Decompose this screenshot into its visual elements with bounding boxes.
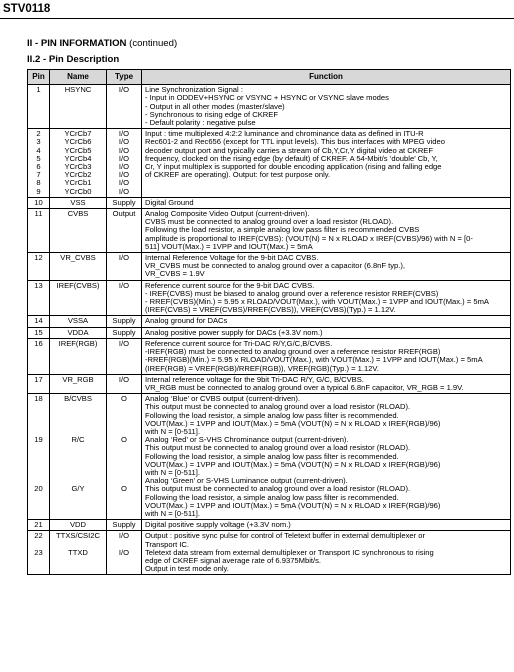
- pin-name-cell-line: B/CVBS: [64, 394, 92, 404]
- pin-type-cell: [107, 394, 142, 520]
- table-row: [28, 209, 511, 253]
- pin-number-cell-line: 21: [34, 520, 43, 530]
- pin-function-cell-line: (IREF(CVBS) = VREF(CVBS)/RREF(CVBS)), VREF(CVBS)(Typ.) = 1.12V.: [145, 306, 396, 315]
- pin-function-cell-line: - Default polarity : negative pulse: [145, 119, 256, 128]
- pin-name-cell: [50, 197, 107, 208]
- pin-type-cell-line: Supply: [112, 327, 136, 337]
- pin-function-cell-line: with N = [0-511].: [145, 427, 200, 436]
- pin-name-cell: [50, 374, 107, 393]
- section-heading: [27, 38, 177, 49]
- pin-number-cell-line: 9: [36, 186, 41, 196]
- pin-name-cell-line: TTXD: [68, 547, 88, 557]
- pin-type-cell-line: I/O: [118, 338, 130, 348]
- table-row: [28, 520, 511, 531]
- pin-function-cell-line: - Output in all other modes (master/slave): [145, 102, 285, 111]
- table-body: [28, 85, 511, 575]
- pin-function-cell-line: - RREF(CVBS)(Min.) = 5.95 x RLOAD/VOUT(Max.), with VOUT(Max.) = 1VPP and IOUT(Max.) = 5mA: [145, 298, 489, 307]
- pin-number-cell-line: 17: [34, 374, 43, 384]
- pin-function-cell: [142, 338, 511, 374]
- pin-type-cell-line: I/O: [118, 85, 130, 95]
- pin-function-cell-line: VR_RGB must be connected to analog ground over a typical 6.8nF capacitor, VR_RGB = 1.9V.: [145, 383, 464, 392]
- pin-name-cell: [50, 327, 107, 338]
- pin-function-cell: [142, 197, 511, 208]
- pin-number-cell: [28, 209, 50, 253]
- pin-function-cell-line: VR_CVBS = 1.9V: [145, 270, 205, 279]
- pin-function-cell-line: - Input in ODDEV+HSYNC or VSYNC + HSYNC or VSYNC slave modes: [145, 94, 389, 103]
- pin-number-cell-line: 14: [34, 316, 43, 326]
- pin-function-cell-line: of CKREF are operating). Output: for test purpose only.: [145, 171, 331, 180]
- pin-type-cell: [107, 85, 142, 129]
- pin-type-cell: [107, 338, 142, 374]
- pin-type-cell-line: O: [121, 484, 127, 494]
- pin-number-cell-line: 3: [36, 137, 41, 147]
- section-subheading: II.2 - Pin Description: [27, 54, 120, 65]
- pin-type-cell-line: I/O: [118, 280, 130, 290]
- table-row: [28, 253, 511, 281]
- pin-name-cell-line: R/C: [71, 435, 85, 445]
- pin-name-cell-line: HSYNC: [64, 85, 92, 95]
- pin-number-cell: [28, 129, 50, 198]
- pin-number-cell: [28, 338, 50, 374]
- table-row: [28, 338, 511, 374]
- pin-function-cell-line: Following the load resistor, a simple analog low pass filter is recommended.: [145, 452, 399, 461]
- pin-function-cell-line: Output in test mode only.: [145, 565, 229, 574]
- pin-function-cell-line: This output must be connected to analog ground over a load resistor (RLOAD).: [145, 444, 411, 453]
- pin-type-cell-line: Output: [112, 209, 136, 219]
- pin-number-cell-line: 19: [34, 435, 43, 445]
- pin-number-cell: [28, 280, 50, 316]
- pin-function-cell-line: Analog ‘Red’ or S-VHS Chrominance output (current-driven).: [145, 436, 349, 445]
- pin-function-cell-line: Analog ground for DACs: [145, 317, 228, 326]
- pin-function-cell-line: Internal Reference Voltage for the 9-bit DAC CVBS.: [145, 254, 319, 263]
- pin-function-cell-line: Analog ‘Blue’ or CVBS output (current-driven).: [145, 395, 301, 404]
- pin-type-cell-line: I/O: [118, 162, 130, 172]
- pin-number-cell: [28, 327, 50, 338]
- pin-name-cell: [50, 209, 107, 253]
- pin-name-cell: [50, 338, 107, 374]
- pin-type-cell-line: I/O: [118, 186, 130, 196]
- pin-type-cell-line: I/O: [118, 178, 130, 188]
- pin-function-cell-line: Rec601-2 and Rec656 (except for TTL input levels). This bus interfaces with MPEG video: [145, 138, 445, 147]
- pin-function-cell-line: frequency, clocked on the rising edge (by default) of CKREF. A 54-Mbit/s ‘double’ Cb, Y,: [145, 154, 438, 163]
- pin-name-cell-line: IREF(CVBS): [56, 280, 100, 290]
- pin-function-cell-line: decoder output port and typically carries a stream of Cb,Y,Cr,Y digital video at CKREF: [145, 146, 434, 155]
- pin-number-cell-line: 16: [34, 338, 43, 348]
- pin-type-cell-line: O: [121, 394, 127, 404]
- pin-function-cell-line: Transport IC.: [145, 540, 190, 549]
- pin-number-cell-line: 18: [34, 394, 43, 404]
- pin-type-cell: [107, 280, 142, 316]
- pin-name-cell-line: YCrCb7: [64, 129, 92, 139]
- pin-type-cell: [107, 253, 142, 281]
- pin-number-cell-line: 11: [34, 209, 43, 219]
- pin-function-cell-line: - Synchronous to rising edge of CKREF: [145, 110, 278, 119]
- pin-number-cell: [28, 197, 50, 208]
- pin-function-cell-line: Reference current source for Tri-DAC R/Y,G/C,B/CVBS.: [145, 339, 333, 348]
- pin-number-cell: [28, 374, 50, 393]
- pin-function-cell-line: Line Synchronization Signal :: [145, 86, 243, 95]
- pin-type-cell-line: Supply: [112, 520, 136, 530]
- pin-type-cell-line: I/O: [118, 153, 130, 163]
- table-row: [28, 327, 511, 338]
- pin-function-cell-line: Analog Composite Video Output (current-driven).: [145, 210, 310, 219]
- pin-function-cell-line: edge of CKREF signal average rate of 6.9375Mbit/s.: [145, 556, 322, 565]
- pin-name-cell: [50, 520, 107, 531]
- pin-number-cell: [28, 394, 50, 520]
- pin-type-cell-line: O: [121, 435, 127, 445]
- pin-name-cell-line: VDDA: [67, 327, 89, 337]
- pin-function-cell-line: Following the load resistor, a simple analog low pass filter is recommended.: [145, 411, 399, 420]
- pin-name-cell-line: VR_RGB: [62, 374, 94, 384]
- table-header-row: [28, 70, 511, 85]
- pin-number-cell-line: 1: [36, 85, 41, 95]
- table-row: [28, 85, 511, 129]
- pin-type-cell-line: Supply: [112, 197, 136, 207]
- pin-function-cell-line: amplitude is proportional to IREF(CVBS): (VOUT(N) = N x RLOAD x IREF(CVBS)/96) with N = [0-: [145, 234, 473, 243]
- table-row: [28, 531, 511, 575]
- pin-name-cell: [50, 316, 107, 327]
- header-divider: [0, 18, 514, 19]
- pin-number-cell: [28, 316, 50, 327]
- pin-function-cell-line: VOUT(Max.) = 1VPP and IOUT(Max.) = 5mA (VOUT(N) = N x RLOAD x IREF(RGB)/96): [145, 419, 441, 428]
- column-header-name: Name: [50, 70, 107, 85]
- pin-function-cell: [142, 327, 511, 338]
- pin-type-cell-line: I/O: [118, 547, 130, 557]
- pin-name-cell-line: YCrCb5: [64, 145, 92, 155]
- pin-number-cell-line: 23: [34, 547, 43, 557]
- pin-function-cell-line: Digital Ground: [145, 198, 194, 207]
- pin-name-cell-line: IREF(RGB): [58, 338, 98, 348]
- pin-name-cell-line: YCrCb1: [64, 178, 92, 188]
- column-header-pin: Pin: [28, 70, 50, 85]
- pin-number-cell-line: 4: [36, 145, 41, 155]
- pin-function-cell-line: -RREF(RGB)(Min.) = 5.95 x RLOAD/VOUT(Max.), with VOUT(Max.) = 1VPP and IOUT(Max.) = 5mA: [145, 356, 483, 365]
- pin-function-cell-line: Analog positive power supply for DACs (+3.3V nom.): [145, 328, 323, 337]
- pin-type-cell: [107, 520, 142, 531]
- pin-function-cell: [142, 253, 511, 281]
- pin-name-cell-line: YCrCb2: [64, 170, 92, 180]
- pin-type-cell: [107, 209, 142, 253]
- pin-name-cell-line: YCrCb4: [64, 153, 92, 163]
- pin-name-cell-line: YCrCb6: [64, 137, 92, 147]
- pin-function-cell-line: - IREF(CVBS) must be biased to analog ground over a reference resistor RREF(CVBS): [145, 289, 439, 298]
- table-row: [28, 316, 511, 327]
- pin-type-cell: [107, 316, 142, 327]
- pin-function-cell: [142, 394, 511, 520]
- pin-number-cell-line: 2: [36, 129, 41, 139]
- pin-function-cell-line: with N = [0-511].: [145, 468, 200, 477]
- pin-function-cell-line: Teletext data stream from external demultiplexer or Transport IC synchronous to rising: [145, 548, 434, 557]
- pin-number-cell-line: 15: [34, 327, 43, 337]
- pin-function-cell-line: Reference current source for the 9-bit DAC CVBS.: [145, 281, 315, 290]
- section-heading-suffix: (continued): [129, 38, 178, 49]
- pin-name-cell-line: VSS: [70, 197, 86, 207]
- pin-name-cell-line: TTXS/CSI2C: [56, 531, 100, 541]
- pin-function-cell-line: Output : positive sync pulse for control of Teletext buffer in external demultiplexer or: [145, 532, 425, 541]
- pin-function-cell: [142, 129, 511, 198]
- pin-function-cell: [142, 280, 511, 316]
- pin-function-cell-line: -IREF(RGB) must be connected to analog ground over a reference resistor RREF(RGB): [145, 348, 441, 357]
- pin-function-cell-line: Input : time multiplexed 4:2:2 luminance and chrominance data as defined in ITU-R: [145, 130, 424, 139]
- table-row: [28, 374, 511, 393]
- pin-function-cell-line: VR_CVBS must be connected to analog ground over a capacitor (6.8nF typ.),: [145, 262, 406, 271]
- pin-number-cell: [28, 520, 50, 531]
- pin-function-cell-line: CVBS must be connected to analog ground over a load resistor (RLOAD).: [145, 218, 394, 227]
- pin-function-cell-line: Analog ‘Green’ or S-VHS Luminance output (current-driven).: [145, 477, 348, 486]
- pin-number-cell: [28, 253, 50, 281]
- pin-name-cell: [50, 129, 107, 198]
- pin-function-cell-line: Digital positive supply voltage (+3.3V nom.): [145, 521, 291, 530]
- pin-name-cell-line: VDD: [69, 520, 87, 530]
- pin-name-cell-line: G/Y: [71, 484, 85, 494]
- pin-name-cell-line: YCrCb3: [64, 162, 92, 172]
- pin-function-cell-line: Cr, Y input multiplex is supported for double encoding application (rising and falling edge: [145, 163, 442, 172]
- pin-number-cell-line: 8: [36, 178, 41, 188]
- pin-function-cell: [142, 85, 511, 129]
- pin-number-cell-line: 5: [36, 153, 41, 163]
- pin-function-cell: [142, 520, 511, 531]
- pin-function-cell-line: This output must be connected to analog ground over a load resistor (RLOAD).: [145, 403, 411, 412]
- pin-number-cell-line: 6: [36, 162, 41, 172]
- pin-function-cell-line: Following the load resistor, a simple analog low pass filter is recommended.: [145, 493, 399, 502]
- pin-type-cell-line: I/O: [118, 253, 130, 263]
- pin-name-cell-line: YCrCb0: [64, 186, 92, 196]
- pin-type-cell: [107, 374, 142, 393]
- pin-name-cell: [50, 531, 107, 575]
- pin-type-cell: [107, 129, 142, 198]
- column-header-type: Type: [107, 70, 142, 85]
- table-row: [28, 129, 511, 198]
- pin-type-cell-line: I/O: [118, 531, 130, 541]
- table-row: [28, 280, 511, 316]
- pin-type-cell: [107, 327, 142, 338]
- pin-function-cell-line: VOUT(Max.) = 1VPP and IOUT(Max.) = 5mA (VOUT(N) = N x RLOAD x IREF(RGB)/96): [145, 501, 441, 510]
- column-header-function: Function: [142, 70, 511, 85]
- pin-type-cell-line: I/O: [118, 137, 130, 147]
- pin-function-cell-line: Following the load resistor, a simple analog low pass filter is recommended CVBS: [145, 226, 420, 235]
- pin-number-cell-line: 7: [36, 170, 41, 180]
- pin-type-cell-line: Supply: [112, 316, 136, 326]
- pin-number-cell: [28, 85, 50, 129]
- pin-type-cell-line: I/O: [118, 170, 130, 180]
- pin-function-cell-line: VOUT(Max.) = 1VPP and IOUT(Max.) = 5mA (VOUT(N) = N x RLOAD x IREF(RGB)/96): [145, 460, 441, 469]
- pin-type-cell: [107, 197, 142, 208]
- pin-function-cell: [142, 209, 511, 253]
- pin-function-cell-line: with N = [0-511].: [145, 509, 200, 518]
- pin-function-cell-line: 511] VOUT(Max.) = 1VPP and IOUT(Max.) = 5mA: [145, 242, 313, 251]
- table-row: [28, 394, 511, 520]
- pin-type-cell-line: I/O: [118, 129, 130, 139]
- document-header-title: STV0118: [3, 3, 51, 15]
- pin-function-cell-line: (IREF(RGB) = VREF(RGB)/RREF(RGB)), VREF(RGB)(Typ.) = 1.12V.: [145, 364, 379, 373]
- pin-number-cell-line: 13: [34, 280, 43, 290]
- pin-number-cell-line: 22: [34, 531, 43, 541]
- pin-description-table: [27, 69, 511, 575]
- pin-function-cell-line: Internal reference voltage for the 9bit Tri-DAC R/Y, G/C, B/CVBS.: [145, 375, 364, 384]
- pin-name-cell: [50, 394, 107, 520]
- pin-function-cell-line: This output must be connected to analog ground over a load resistor (RLOAD).: [145, 485, 411, 494]
- pin-number-cell-line: 10: [34, 197, 43, 207]
- pin-type-cell-line: I/O: [118, 145, 130, 155]
- pin-function-cell: [142, 374, 511, 393]
- pin-type-cell-line: I/O: [118, 374, 130, 384]
- pin-number-cell-line: 12: [34, 253, 43, 263]
- pin-type-cell: [107, 531, 142, 575]
- pin-number-cell-line: 20: [34, 484, 43, 494]
- pin-name-cell-line: VR_CVBS: [60, 253, 96, 263]
- pin-number-cell: [28, 531, 50, 575]
- pin-name-cell: [50, 85, 107, 129]
- pin-function-cell: [142, 531, 511, 575]
- table-row: [28, 197, 511, 208]
- pin-name-cell-line: VSSA: [67, 316, 89, 326]
- pin-function-cell: [142, 316, 511, 327]
- pin-name-cell-line: CVBS: [67, 209, 89, 219]
- section-heading-text: II - PIN INFORMATION: [27, 38, 127, 49]
- pin-name-cell: [50, 280, 107, 316]
- pin-name-cell: [50, 253, 107, 281]
